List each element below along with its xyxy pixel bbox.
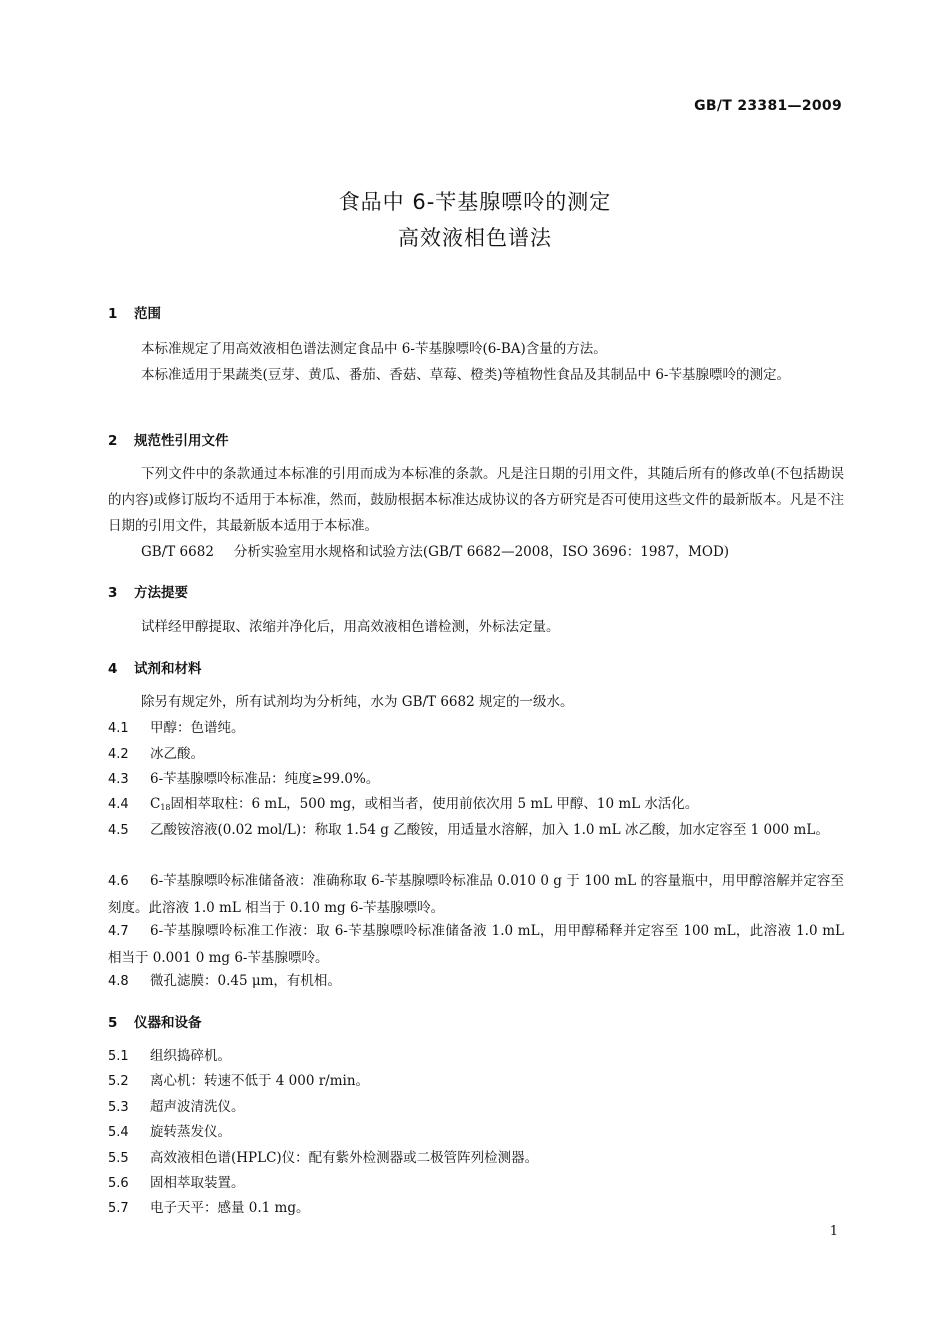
item-text: 旋转蒸发仪。 [150, 1124, 231, 1140]
item-number: 4.1 [108, 721, 129, 736]
item-text: 超声波清洗仪。 [150, 1099, 245, 1115]
section-title: 范围 [134, 306, 161, 322]
list-item [108, 741, 844, 768]
list-item [108, 1195, 844, 1222]
list-item [108, 817, 844, 844]
section-heading-method-summary [108, 581, 188, 601]
item-text: 固相萃取柱：6 mL，500 mg，或相当者，使用前依次用 5 mL 甲醇、10 mL 水活化。 [170, 796, 699, 812]
section-number: 1 [108, 306, 118, 322]
formula-base: C [150, 796, 161, 812]
page-number: 1 [829, 1224, 838, 1239]
section-title: 规范性引用文件 [134, 433, 229, 449]
section-heading-apparatus [108, 1011, 202, 1031]
section-heading-scope [108, 302, 161, 322]
reference-code: GB/T 6682 [141, 544, 214, 560]
paragraph: 下列文件中的条款通过本标准的引用而成为本标准的条款。凡是注日期的引用文件，其随后所有的修改单(不包括勘误的内容)或修订版均不适用于本标准，然而，鼓励根据本标准达成协议的各方研究是否可使用这些文件的最新版本。凡是不注日期的引用文件，其最新版本适用于本标准。 [108, 466, 844, 534]
item-number: 4.6 [108, 874, 129, 889]
item-text: 6-苄基腺嘌呤标准储备液：准确称取 6-苄基腺嘌呤标准品 0.010 0 g 于 100 mL 的容量瓶中，用甲醇溶解并定容至刻度。此溶液 1.0 mL 相当于 0.10 mg 6-苄基腺嘌呤。 [108, 873, 844, 916]
list-item [108, 1068, 844, 1095]
document-subtitle: 高效液相色谱法 [398, 226, 552, 250]
section-number: 3 [108, 585, 118, 601]
item-text: 6-苄基腺嘌呤标准工作液：取 6-苄基腺嘌呤标准储备液 1.0 mL，用甲醇稀释并定容至 100 mL，此溶液 1.0 mL 相当于 0.001 0 mg 6-苄基腺嘌呤。 [108, 923, 844, 966]
item-number: 5.7 [108, 1201, 129, 1216]
item-text: 离心机：转速不低于 4 000 r/min。 [150, 1073, 370, 1089]
item-number: 4.3 [108, 772, 129, 787]
list-item [108, 868, 844, 921]
paragraph: 本标准规定了用高效液相色谱法测定食品中 6-苄基腺嘌呤(6-BA)含量的方法。 [141, 341, 607, 357]
list-item [108, 1145, 844, 1172]
paragraph: 本标准适用于果蔬类(豆芽、黄瓜、番茄、香菇、草莓、橙类)等植物性食品及其制品中 6-苄基腺嘌呤的测定。 [141, 367, 790, 383]
list-item [108, 968, 844, 995]
reference-title: 分析实验室用水规格和试验方法(GB/T 6682—2008，ISO 3696：1987，MOD) [233, 544, 730, 560]
item-number: 5.2 [108, 1074, 129, 1089]
list-item [108, 1119, 844, 1146]
document-title: 食品中 6-苄基腺嘌呤的测定 [338, 190, 612, 214]
list-item [108, 1094, 844, 1121]
section-number: 2 [108, 433, 118, 449]
item-number: 4.5 [108, 823, 129, 838]
item-text: 高效液相色谱(HPLC)仪：配有紫外检测器或二极管阵列检测器。 [150, 1150, 539, 1166]
item-number: 4.2 [108, 747, 129, 762]
section-title: 试剂和材料 [134, 661, 202, 677]
chemical-formula [150, 796, 171, 812]
list-item [108, 1043, 844, 1070]
item-number: 4.8 [108, 974, 129, 989]
paragraph: 试样经甲醇提取、浓缩并净化后，用高效液相色谱检测，外标法定量。 [141, 619, 560, 635]
item-text: 组织捣碎机。 [150, 1048, 231, 1064]
item-text: 微孔滤膜：0.45 μm，有机相。 [150, 973, 341, 989]
formula-subscript: 18 [160, 803, 171, 812]
item-text: 电子天平：感量 0.1 mg。 [150, 1200, 310, 1216]
item-number: 5.5 [108, 1151, 129, 1166]
item-text: 乙酸铵溶液(0.02 mol/L)：称取 1.54 g 乙酸铵，用适量水溶解，加入 1.0 mL 冰乙酸，加水定容至 1 000 mL。 [150, 822, 829, 838]
section-number: 5 [108, 1015, 118, 1031]
paragraph: 除另有规定外，所有试剂均为分析纯，水为 GB/T 6682 规定的一级水。 [141, 694, 574, 710]
item-number: 5.4 [108, 1125, 129, 1140]
item-number: 5.1 [108, 1049, 129, 1064]
item-number: 5.6 [108, 1176, 129, 1191]
section-title: 仪器和设备 [134, 1015, 202, 1031]
item-number: 5.3 [108, 1100, 129, 1115]
item-text: 冰乙酸。 [150, 746, 204, 762]
section-number: 4 [108, 661, 118, 677]
item-text: 甲醇：色谱纯。 [150, 720, 245, 736]
item-text: 固相萃取装置。 [150, 1175, 245, 1191]
reference-entry [141, 539, 729, 565]
item-number: 4.4 [108, 797, 129, 812]
section-heading-reagents [108, 657, 202, 677]
list-item [108, 1170, 844, 1197]
list-item [108, 918, 844, 971]
item-number: 4.7 [108, 924, 129, 939]
list-item [108, 715, 844, 742]
section-heading-normative-references [108, 429, 229, 449]
item-text: 6-苄基腺嘌呤标准品：纯度≥99.0%。 [150, 771, 380, 787]
section-title: 方法提要 [134, 585, 188, 601]
list-item [108, 766, 844, 793]
standard-number: GB/T 23381—2009 [694, 98, 842, 114]
